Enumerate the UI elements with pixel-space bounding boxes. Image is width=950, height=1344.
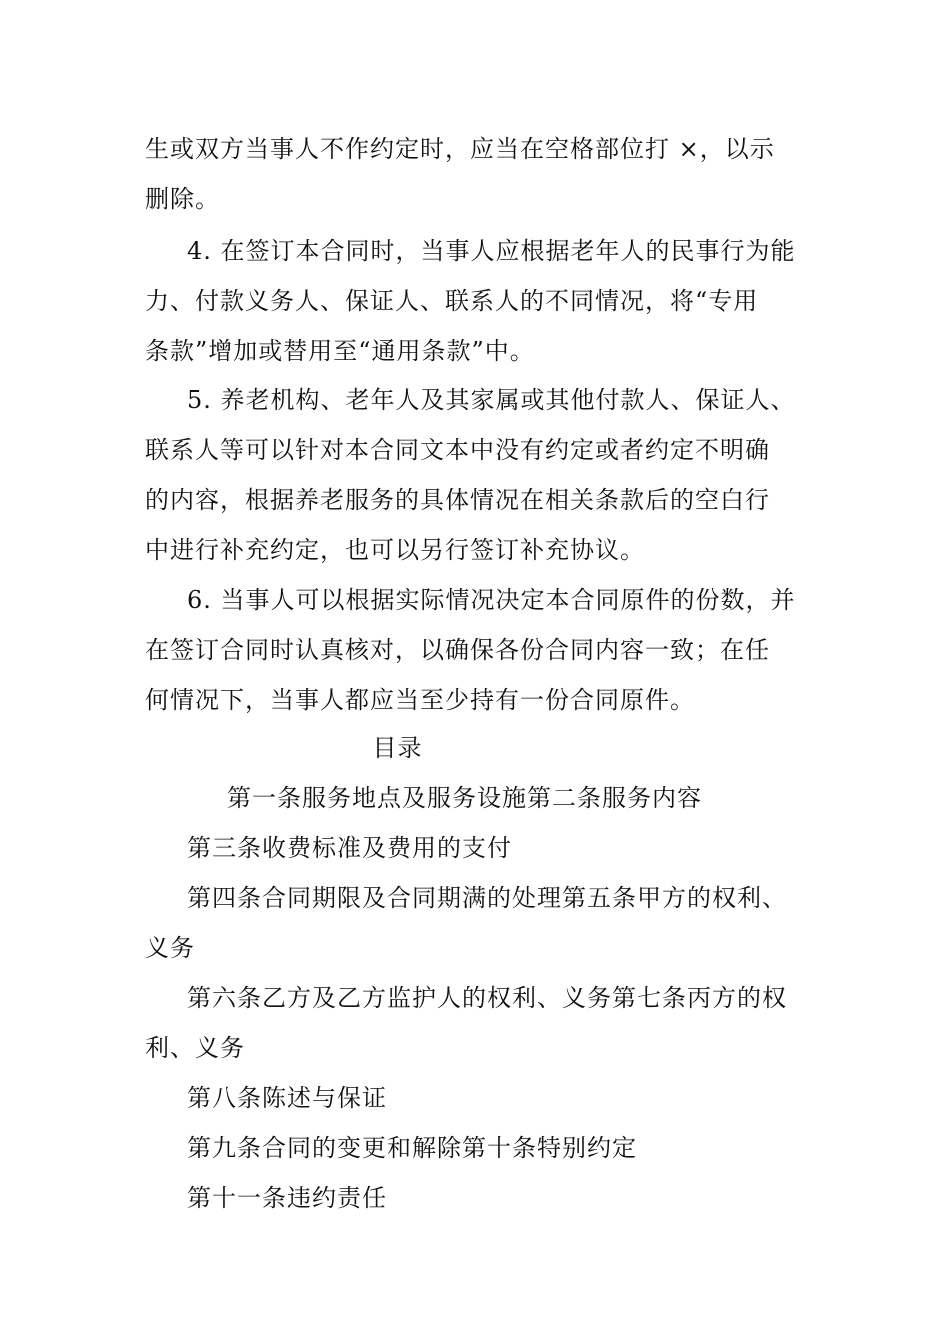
toc-entry: 第六条乙方及乙方监护人的权利、义务第七条丙方的权 <box>187 984 787 1012</box>
toc-entry: 第九条合同的变更和解除第十条特别约定 <box>187 1134 637 1162</box>
text-line: 4. 在签订本合同时，当事人应根据老年人的民事行为能 <box>187 237 796 265</box>
text-line: 联系人等可以针对本合同文本中没有约定或者约定不明确 <box>145 436 770 464</box>
text-line: 力、付款义务人、保证人、联系人的不同情况，将“专用 <box>145 287 759 315</box>
paragraph-3-continuation <box>145 124 815 224</box>
toc-title: 目录 <box>372 734 423 762</box>
text-line: 中进行补充约定，也可以另行签订补充协议。 <box>145 536 645 564</box>
toc-entry: 利、义务 <box>145 1034 245 1062</box>
toc-entry: 第三条收费标准及费用的支付 <box>187 834 512 862</box>
toc-entry: 义务 <box>145 934 195 962</box>
toc-entry: 第十一条违约责任 <box>187 1184 387 1212</box>
text-line: 在签订合同时认真核对，以确保各份合同内容一致；在任 <box>145 636 770 664</box>
text-line: 条款”增加或替用至“通用条款”中。 <box>145 337 535 365</box>
paragraph-6 <box>145 575 815 725</box>
text-line: 删除。 <box>145 185 220 213</box>
text-line: 5. 养老机构、老年人及其家属或其他付款人、保证人、 <box>187 386 796 414</box>
paragraph-5 <box>145 375 815 575</box>
text-line: 的内容，根据养老服务的具体情况在相关条款后的空白行 <box>145 486 770 514</box>
paragraph-4 <box>145 226 815 376</box>
toc-entry: 第四条合同期限及合同期满的处理第五条甲方的权利、 <box>187 884 787 912</box>
text-line: 何情况下，当事人都应当至少持有一份合同原件。 <box>145 686 695 714</box>
text-line: 6. 当事人可以根据实际情况决定本合同原件的份数，并 <box>187 586 796 614</box>
text-line: 生或双方当事人不作约定时，应当在空格部位打 ×，以示 <box>145 135 775 163</box>
toc-entry: 第八条陈述与保证 <box>187 1084 387 1112</box>
toc-entry: 第一条服务地点及服务设施第二条服务内容 <box>227 784 702 812</box>
